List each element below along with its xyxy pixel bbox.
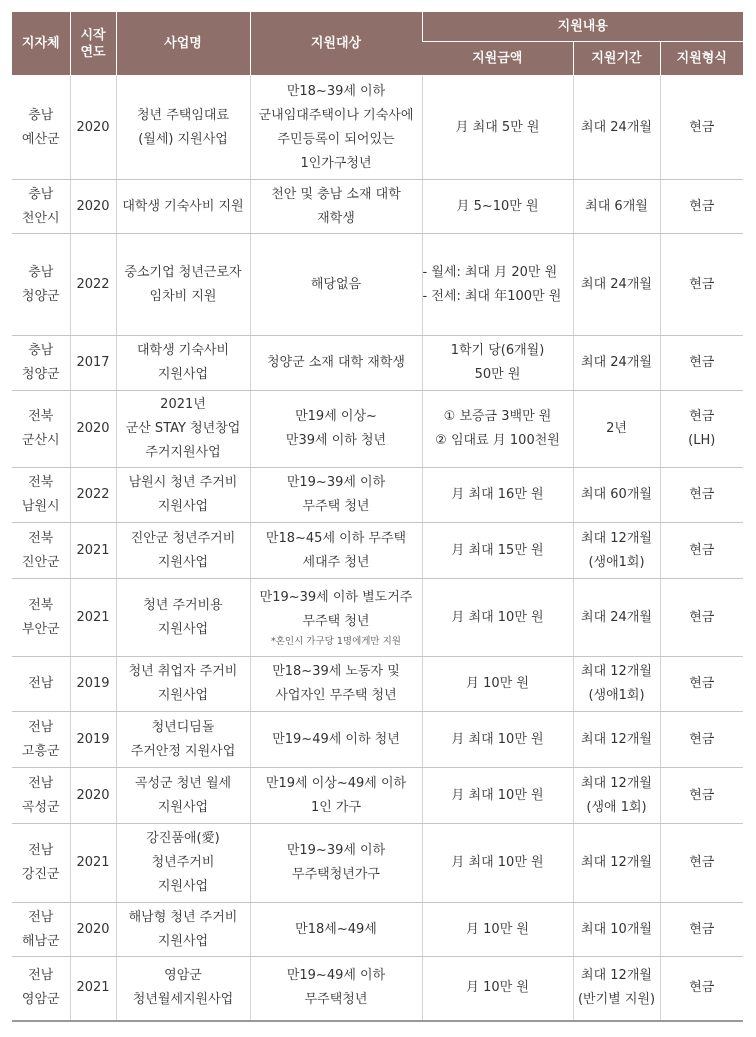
cell-period-text: 최대 60개월 [581, 487, 652, 502]
cell-amount [422, 903, 573, 957]
cell-form [660, 468, 743, 523]
cell-program [116, 76, 250, 180]
cell-target [250, 903, 422, 957]
cell-amount-text: 月 10만 원 [466, 980, 529, 996]
cell-program-text: 대학생 기숙사비 지원 [122, 198, 244, 214]
cell-target [250, 657, 422, 712]
cell-region [12, 523, 70, 579]
cell-target-text: 만19~49세 이하 무주택청년 [286, 968, 386, 1008]
cell-period-text: 최대 12개월 (생애 1회) [581, 775, 652, 815]
cell-start-year [70, 712, 116, 768]
cell-period [573, 468, 660, 523]
cell-form [660, 234, 743, 336]
cell-start-year [70, 903, 116, 957]
cell-start-year-text: 2017 [76, 355, 110, 370]
cell-region-text: 충남 청양군 [21, 264, 60, 304]
cell-start-year [70, 957, 116, 1021]
cell-amount [422, 824, 573, 903]
cell-region-text: 전남 영암군 [21, 968, 60, 1008]
cell-form-text: 현금 [689, 676, 715, 691]
cell-amount-text: 月 10만 원 [466, 676, 529, 691]
cell-period-text: 2년 [606, 421, 627, 436]
cell-start-year-text: 2021 [76, 609, 110, 625]
cell-start-year-text: 2020 [76, 787, 110, 803]
cell-region [12, 579, 70, 657]
cell-amount [422, 957, 573, 1021]
cell-region-text: 전남 고흥군 [21, 719, 60, 759]
cell-period [573, 180, 660, 234]
cell-period-text: 최대 24개월 [581, 355, 652, 370]
cell-program [116, 391, 250, 468]
table-row [12, 579, 743, 657]
cell-amount-text: 1학기 당(6개월) 50만 원 [450, 343, 545, 382]
cell-target-text: 만19세 이상~ 만39세 이하 청년 [285, 409, 387, 448]
cell-period-text: 최대 24개월 [581, 276, 652, 292]
cell-start-year [70, 391, 116, 468]
cell-program-text: 2021년 군산 STAY 청년창업 주거지원사업 [125, 397, 241, 460]
cell-form-text: 현금 [689, 609, 715, 625]
cell-region [12, 180, 70, 234]
cell-program-text: 중소기업 청년근로자 임차비 지원 [124, 264, 242, 304]
cell-form-text: 현금 [689, 487, 715, 502]
cell-amount [422, 468, 573, 523]
cell-start-year [70, 336, 116, 391]
cell-region [12, 336, 70, 391]
cell-program-text: 청년디딤돌 주거안정 지원사업 [130, 719, 236, 759]
cell-form-text: 현금 [689, 198, 715, 214]
cell-form [660, 180, 743, 234]
cell-amount [422, 180, 573, 234]
cell-start-year-text: 2021 [76, 980, 110, 996]
table-row [12, 712, 743, 768]
cell-start-year-text: 2019 [76, 731, 110, 747]
cell-form [660, 712, 743, 768]
header-start-year: 시작 연도 [70, 12, 116, 76]
cell-target [250, 824, 422, 903]
cell-form [660, 768, 743, 824]
cell-amount [422, 391, 573, 468]
cell-start-year [70, 824, 116, 903]
cell-region [12, 468, 70, 523]
cell-region-text: 전남 곡성군 [21, 775, 60, 815]
cell-target-text: 해당없음 [310, 276, 362, 292]
cell-program-text: 청년 취업자 주거비 지원사업 [128, 664, 238, 703]
cell-form-text: 현금 [689, 119, 715, 135]
cell-amount [422, 523, 573, 579]
table-row [12, 234, 743, 336]
cell-amount-text: 月 최대 10만 원 [451, 787, 544, 803]
cell-start-year-text: 2022 [76, 487, 110, 502]
cell-start-year [70, 234, 116, 336]
cell-target-text: 만19~39세 이하 별도거주 무주택 청년 [259, 589, 413, 629]
cell-program-text: 남원시 청년 주거비 지원사업 [128, 475, 238, 514]
cell-period-text: 최대 6개월 [585, 198, 648, 214]
cell-form [660, 657, 743, 712]
table-row [12, 903, 743, 957]
cell-period [573, 391, 660, 468]
cell-region-text: 전북 진안군 [21, 530, 60, 570]
cell-region [12, 391, 70, 468]
cell-target [250, 957, 422, 1021]
cell-amount [422, 234, 573, 336]
cell-form-text: 현금 [689, 542, 715, 558]
cell-amount [422, 712, 573, 768]
cell-program [116, 523, 250, 579]
cell-region-text: 전남 [28, 676, 54, 691]
cell-start-year-text: 2022 [76, 276, 110, 292]
cell-start-year-text: 2020 [76, 921, 110, 937]
cell-period [573, 579, 660, 657]
cell-period-text: 최대 24개월 [581, 609, 652, 625]
table-row [12, 76, 743, 180]
cell-start-year-text: 2020 [76, 421, 110, 436]
cell-amount [422, 657, 573, 712]
header-form: 지원형식 [660, 42, 743, 76]
cell-form-text: 현금 (LH) [688, 409, 716, 448]
table-row [12, 468, 743, 523]
cell-period-text: 최대 12개월 (반기별 지원) [577, 968, 656, 1008]
cell-form-text: 현금 [689, 355, 715, 370]
table-row [12, 336, 743, 391]
cell-amount [422, 579, 573, 657]
table-row [12, 957, 743, 1021]
cell-amount-text: 月 최대 5만 원 [455, 119, 540, 135]
cell-period [573, 824, 660, 903]
header-target: 지원대상 [250, 12, 422, 76]
table-row [12, 180, 743, 234]
cell-form-text: 현금 [689, 855, 715, 870]
cell-program-text: 곡성군 청년 월세 지원사업 [134, 775, 232, 815]
cell-region-text: 전남 강진군 [21, 843, 60, 882]
cell-form [660, 336, 743, 391]
cell-form-text: 현금 [689, 980, 715, 996]
cell-period [573, 768, 660, 824]
cell-target [250, 336, 422, 391]
table-row [12, 824, 743, 903]
cell-start-year [70, 76, 116, 180]
table-row [12, 657, 743, 712]
cell-form [660, 391, 743, 468]
cell-program [116, 824, 250, 903]
cell-start-year [70, 657, 116, 712]
cell-target [250, 523, 422, 579]
cell-target [250, 712, 422, 768]
cell-start-year-text: 2020 [76, 198, 110, 214]
cell-period [573, 657, 660, 712]
header-region: 지자체 [12, 12, 70, 76]
cell-target [250, 234, 422, 336]
cell-region [12, 824, 70, 903]
cell-region [12, 234, 70, 336]
cell-target [250, 76, 422, 180]
cell-period [573, 957, 660, 1021]
cell-program-text: 해남형 청년 주거비 지원사업 [128, 909, 238, 949]
header-period: 지원기간 [573, 42, 660, 76]
cell-start-year-text: 2019 [76, 676, 110, 691]
table-body [12, 76, 743, 1021]
table-row [12, 523, 743, 579]
cell-target-text: 만19~39세 이하 무주택청년가구 [286, 843, 386, 882]
table-row [12, 768, 743, 824]
cell-amount [422, 336, 573, 391]
cell-region [12, 712, 70, 768]
cell-region-text: 충남 예산군 [21, 107, 60, 147]
cell-region [12, 657, 70, 712]
cell-period-text: 최대 24개월 [581, 119, 652, 135]
cell-program [116, 234, 250, 336]
cell-period-text: 최대 12개월 [581, 731, 652, 747]
cell-target [250, 180, 422, 234]
cell-form-text: 현금 [689, 787, 715, 803]
cell-amount-text: 月 최대 10만 원 [451, 855, 544, 870]
cell-amount [422, 768, 573, 824]
cell-program [116, 768, 250, 824]
cell-target-text: 청양군 소재 대학 재학생 [267, 355, 405, 370]
cell-target [250, 468, 422, 523]
cell-period-text: 최대 10개월 [581, 921, 652, 937]
cell-form-text: 현금 [689, 731, 715, 747]
cell-program-text: 대학생 기숙사비 지원사업 [136, 343, 230, 382]
cell-amount-text: 月 최대 15만 원 [451, 542, 544, 558]
cell-region [12, 903, 70, 957]
cell-amount-text: 月 최대 16만 원 [451, 487, 544, 502]
cell-start-year-text: 2021 [76, 855, 110, 870]
cell-form [660, 957, 743, 1021]
cell-target-text: 만19~39세 이하 무주택 청년 [286, 475, 386, 514]
cell-program-text: 강진품애(愛) 청년주거비 지원사업 [146, 831, 220, 894]
cell-period [573, 234, 660, 336]
cell-region [12, 768, 70, 824]
header-program: 사업명 [116, 12, 250, 76]
cell-amount-text: 月 10만 원 [466, 921, 529, 937]
cell-program-text: 진안군 청년주거비 지원사업 [130, 530, 236, 570]
cell-region-text: 충남 천안시 [21, 186, 60, 226]
youth-housing-support-table [12, 12, 743, 1022]
cell-form-text: 현금 [689, 276, 715, 292]
cell-target [250, 768, 422, 824]
cell-start-year [70, 468, 116, 523]
cell-form [660, 523, 743, 579]
cell-form [660, 903, 743, 957]
cell-form [660, 824, 743, 903]
cell-program [116, 468, 250, 523]
cell-target-text: 만18~45세 이하 무주택 세대주 청년 [265, 530, 407, 570]
cell-period-text: 최대 12개월 (생애1회) [581, 530, 652, 570]
cell-program [116, 903, 250, 957]
cell-form-text: 현금 [689, 921, 715, 937]
cell-period [573, 712, 660, 768]
cell-region-text: 충남 청양군 [21, 343, 60, 382]
cell-program [116, 180, 250, 234]
cell-target-text: 만18~39세 노동자 및 사업자인 무주택 청년 [272, 664, 400, 703]
cell-target-text: 만19~49세 이하 청년 [272, 731, 400, 747]
cell-target-note: *혼인시 가구당 1명에게만 지원 [271, 635, 401, 647]
cell-target [250, 391, 422, 468]
cell-region-text: 전북 군산시 [21, 409, 60, 448]
cell-amount-text: - 월세: 최대 月 20만 원 - 전세: 최대 年100만 원 [422, 264, 562, 304]
cell-program-text: 영암군 청년월세지원사업 [132, 968, 234, 1008]
cell-period [573, 76, 660, 180]
cell-target-text: 만18~39세 이하 군내임대주택이나 기숙사에 주민등록이 되어있는 1인가구청년 [258, 83, 414, 171]
cell-region-text: 전남 해남군 [21, 909, 60, 949]
cell-target-text: 만19세 이상~49세 이하 1인 가구 [265, 775, 407, 815]
cell-start-year-text: 2020 [76, 119, 110, 135]
cell-start-year-text: 2021 [76, 542, 110, 558]
cell-target-text: 만18세~49세 [295, 921, 377, 937]
header-support: 지원내용 [422, 12, 743, 42]
cell-form [660, 76, 743, 180]
cell-target-text: 천안 및 충남 소재 대학 재학생 [271, 186, 401, 226]
cell-period-text: 최대 12개월 [581, 855, 652, 870]
cell-amount [422, 76, 573, 180]
cell-period-text: 최대 12개월 (생애1회) [581, 664, 652, 703]
cell-target [250, 579, 422, 657]
cell-program-text: 청년 주거비용 지원사업 [143, 597, 223, 637]
cell-region [12, 76, 70, 180]
cell-form [660, 579, 743, 657]
cell-period [573, 903, 660, 957]
cell-start-year [70, 523, 116, 579]
cell-program [116, 336, 250, 391]
cell-start-year [70, 579, 116, 657]
cell-amount-text: 月 최대 10만 원 [451, 731, 544, 747]
cell-program [116, 579, 250, 657]
cell-program [116, 957, 250, 1021]
cell-amount-text: 月 5~10만 원 [456, 198, 539, 214]
header-amount: 지원금액 [422, 42, 573, 76]
cell-program [116, 657, 250, 712]
cell-amount-text: 月 최대 10만 원 [451, 609, 544, 625]
cell-amount-text: ① 보증금 3백만 원 ② 임대료 月 100천원 [435, 409, 560, 448]
cell-program-text: 청년 주택임대료 (월세) 지원사업 [136, 107, 230, 147]
table-row [12, 391, 743, 468]
cell-start-year [70, 180, 116, 234]
cell-period [573, 523, 660, 579]
cell-region [12, 957, 70, 1021]
cell-period [573, 336, 660, 391]
cell-region-text: 전북 부안군 [21, 597, 60, 637]
cell-region-text: 전북 남원시 [21, 475, 60, 514]
cell-program [116, 712, 250, 768]
cell-start-year [70, 768, 116, 824]
